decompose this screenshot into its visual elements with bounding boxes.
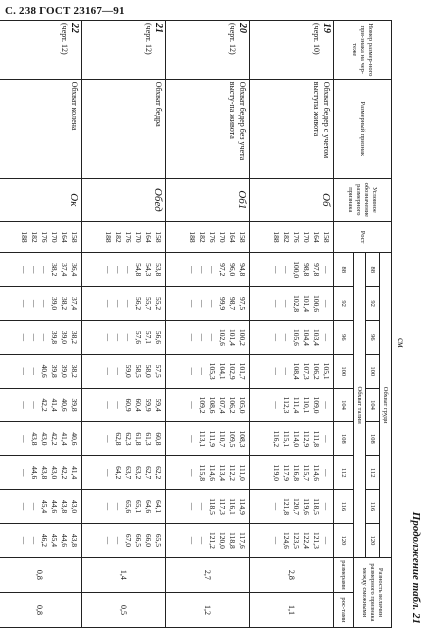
continuation-title: Продолжение табл. 21 [410,511,422,624]
row-values-column: 60,8 61,3 61,8 62,3 62,8 — [82,422,166,456]
row-values-column: 36,4 37,4 38,2 — — — [0,253,82,287]
header-diff-heights: рос-тами [334,592,354,627]
row-number [166,21,250,80]
row-diff-size: 1,4 [82,557,166,592]
row-symbol: Ок [0,178,82,221]
header-waist-value: 100 [334,354,354,388]
table-row [0,21,82,628]
row-diff-size: 0,8 [0,557,82,592]
row-values-column: — 103,4 104,4 105,6 — — [250,320,334,354]
row-values-column: 40,6 41,4 42,2 43,0 43,8 — [0,422,82,456]
row-values-column: 65,5 66,0 66,5 67,0 — — [82,523,166,557]
row-symbol: Об [250,178,334,221]
row-values-column: — 118,5 119,6 120,7 121,8 — [250,490,334,524]
row-heights: 158 164 170 176 182 188 [82,221,166,253]
row-values-column: 38,2 39,0 39,8 40,6 — — [0,354,82,388]
row-drawing-ref: (черт. 12) [228,23,237,55]
header-waist-value: 104 [334,388,354,422]
row-values-column: 111,0 112,2 113,4 114,6 115,8 — [166,456,250,490]
row-values-column: 55,2 55,7 56,2 — — — [82,287,166,321]
header-chest-group: Обхват груди [380,253,392,558]
header-diff-sizes: размерами [334,557,354,592]
row-diff-height: 0,8 [0,592,82,627]
header-chest-value: 112 [366,456,380,490]
table-row [166,21,250,628]
header-name: Размерный признак [334,79,392,178]
row-values-column: 100,2 101,4 102,6 — — — [166,320,250,354]
row-feature-name: Обхват колена [0,79,82,178]
row-number-value: 20 [237,23,248,33]
row-values-column: 57,5 58,0 58,5 59,0 — — [82,354,166,388]
row-values-column: 117,6 118,8 120,0 121,2 — — [166,523,250,557]
row-values-column: 105,1 106,2 107,3 108,4 — — [250,354,334,388]
row-values-column: 43,8 44,6 45,4 46,2 — — [0,523,82,557]
header-chest-value: 88 [366,253,380,287]
row-values-column: — 114,6 115,7 116,8 117,9 119,0 [250,456,334,490]
table-row [82,21,166,628]
header-waist-value: 92 [334,287,354,321]
header-chest-value: 116 [366,490,380,524]
row-values-column: 62,2 62,7 63,2 63,7 64,2 — [82,456,166,490]
row-values-column: 39,8 40,6 41,4 42,2 — — [0,388,82,422]
header-waist-value: 112 [334,456,354,490]
header-symbol: Условное обозначение размерного признака [334,178,392,221]
row-number [250,21,334,80]
row-drawing-ref: (черт. 10) [312,23,321,55]
row-diff-size: 2,8 [250,557,334,592]
row-number-value: 19 [321,23,332,33]
header-chest-value: 100 [366,354,380,388]
unit-label: см [396,338,406,348]
row-values-column: 38,2 39,0 39,8 — — — [0,320,82,354]
row-number-value: 22 [69,23,80,33]
header-waist-value: 108 [334,422,354,456]
row-values-column: 94,8 96,0 97,2 — — — [166,253,250,287]
row-diff-height: 1,2 [166,592,250,627]
header-waist-value: 96 [334,320,354,354]
row-values-column: — 109,0 110,1 111,4 112,3 — [250,388,334,422]
header-waist-value: 120 [334,523,354,557]
row-values-column: 43,0 43,8 44,6 45,4 — — [0,490,82,524]
row-number [0,21,82,80]
row-values-column: 101,7 102,9 104,1 105,3 — — [166,354,250,388]
row-symbol: Обед [82,178,166,221]
row-values-column: 97,5 98,7 99,9 — — — [166,287,250,321]
row-diff-size: 2,7 [166,557,250,592]
header-height: Рост [334,221,392,253]
row-drawing-ref: (черт. 12) [60,23,69,55]
row-values-column: 59,4 59,9 60,4 60,9 — — [82,388,166,422]
header-chest-value: 108 [366,422,380,456]
header-number: Номер размер-ного при-знака на чер-теже [334,21,392,80]
row-symbol: Об1 [166,178,250,221]
row-feature-name: Обхват бедер без учета высту-па живота [166,79,250,178]
row-values-column: 105,0 106,2 107,4 108,6 109,2 — [166,388,250,422]
row-values-column: 56,6 57,1 57,6 — — — [82,320,166,354]
row-values-column: 114,9 116,1 117,3 118,5 — — [166,490,250,524]
row-heights: 158 164 170 176 182 188 [250,221,334,253]
row-values-column: 53,8 54,3 54,8 — — — [82,253,166,287]
row-values-column: 108,3 109,5 110,7 111,9 113,1 — [166,422,250,456]
header-waist-group: Обхват талии [354,253,366,558]
header-diff-group: Разность величин размерного признака между смежными [354,557,392,627]
table-row [250,21,334,628]
row-feature-name: Обхват бедер с учетом выступа живота [250,79,334,178]
row-heights: 158 164 170 176 182 188 [0,221,82,253]
measurement-table [0,20,392,628]
header-waist-value: 116 [334,490,354,524]
row-number-value: 21 [153,23,164,33]
row-values-column: — 97,8 98,8 100,0 — — [250,253,334,287]
row-values-column: — 121,3 122,4 123,5 124,6 — [250,523,334,557]
header-waist-value: 88 [334,253,354,287]
row-drawing-ref: (черт. 12) [144,23,153,55]
rotated-table-area [13,20,422,628]
row-values-column: 41,4 42,2 43,0 43,8 44,6 — [0,456,82,490]
row-values-column: — 111,8 112,9 114,0 115,1 116,2 [250,422,334,456]
header-chest-value: 96 [366,320,380,354]
header-chest-value: 120 [366,523,380,557]
header-chest-value: 104 [366,388,380,422]
row-values-column: 64,1 64,6 65,1 65,6 — — [82,490,166,524]
page-header: С. 238 ГОСТ 23167—91 [5,5,125,17]
row-feature-name: Обхват бедра [82,79,166,178]
row-heights: 158 164 170 176 182 188 [166,221,250,253]
row-diff-height: 1,1 [250,592,334,627]
header-chest-value: 92 [366,287,380,321]
row-diff-height: 0,5 [82,592,166,627]
row-number [82,21,166,80]
row-values-column: 37,4 38,2 39,0 — — — [0,287,82,321]
row-values-column: — 100,6 101,4 102,8 — — [250,287,334,321]
